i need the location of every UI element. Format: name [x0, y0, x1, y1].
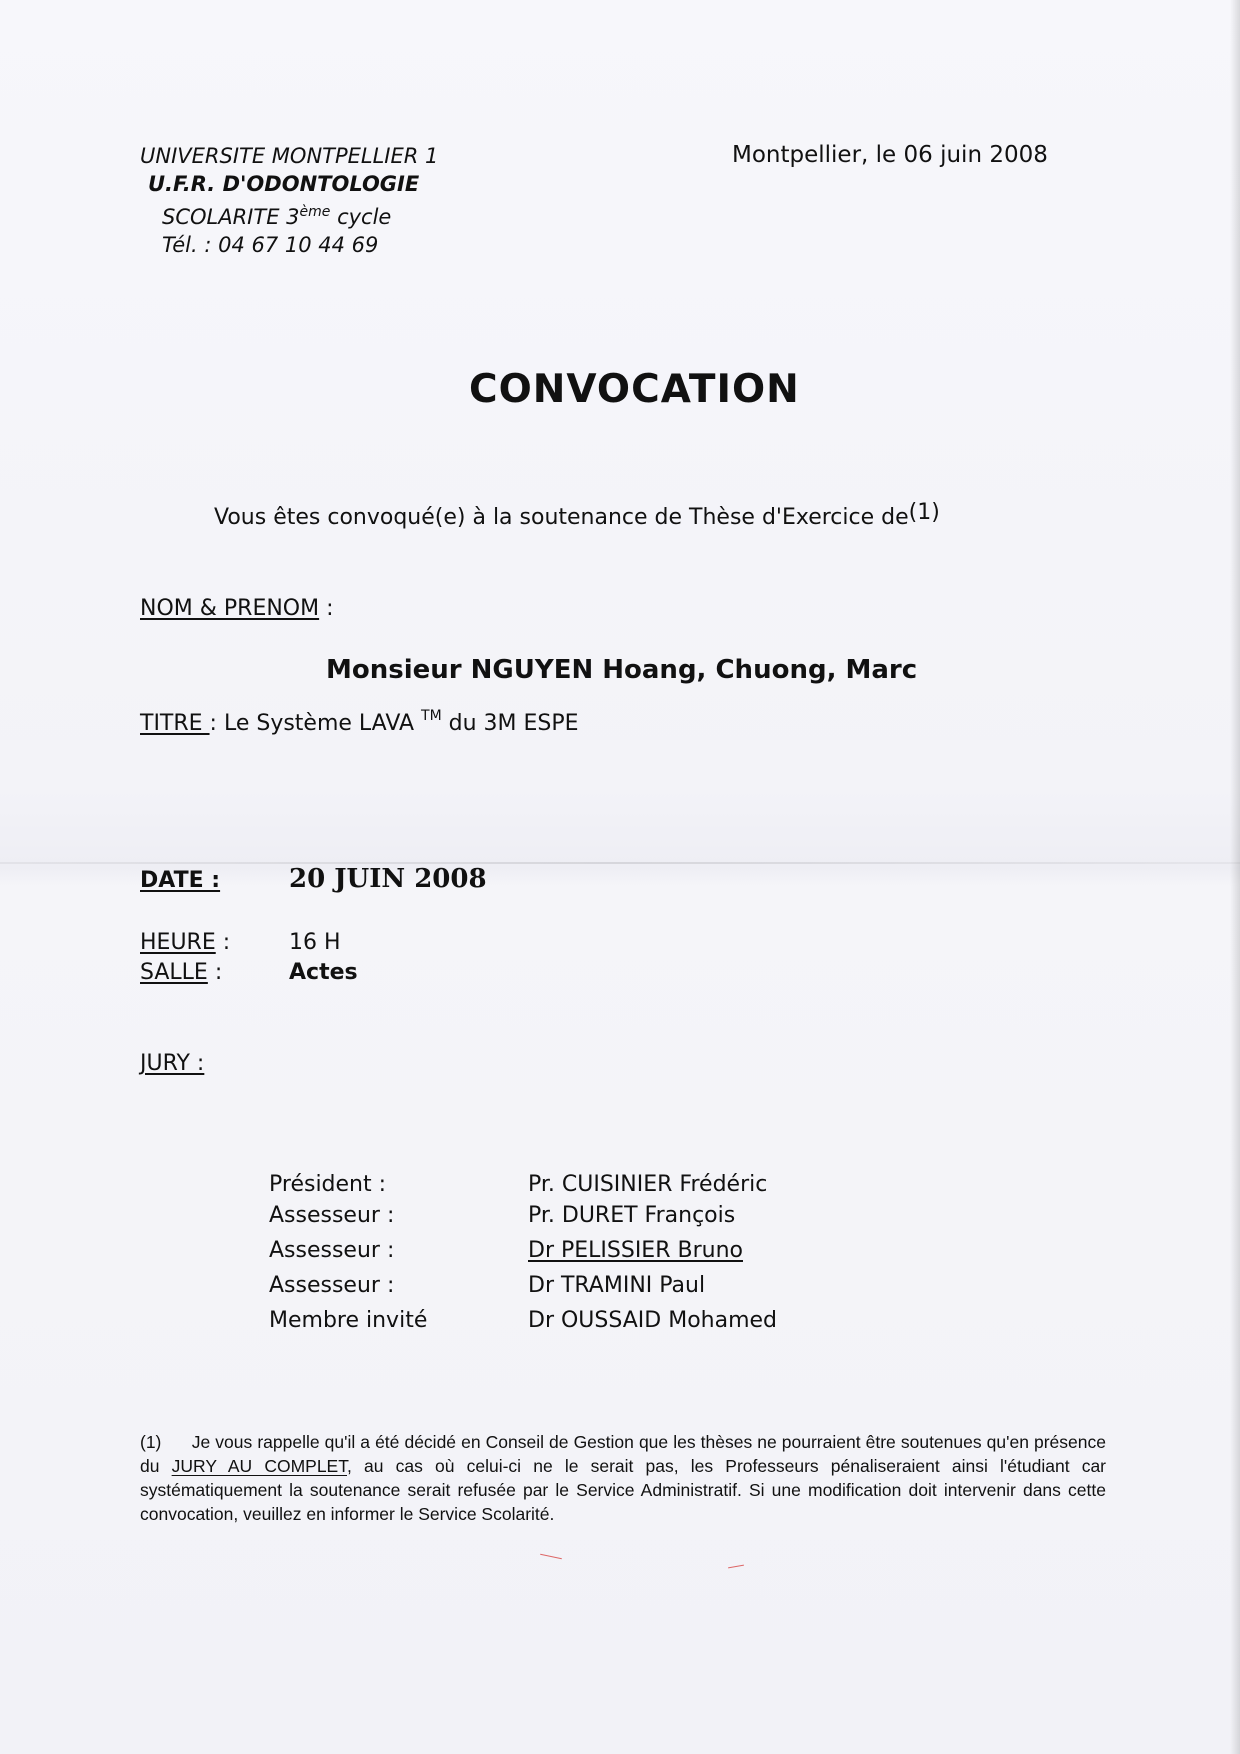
candidate-colon: :: [319, 596, 334, 621]
hour-value: 16 H: [289, 930, 341, 955]
page-title: CONVOCATION: [469, 367, 800, 412]
candidate-name: Monsieur NGUYEN Hoang, Chuong, Marc: [326, 655, 918, 685]
scolarite-line: [140, 198, 438, 231]
paper-fold: [0, 862, 1240, 864]
intro-note-ref: (1): [908, 500, 940, 525]
trademark-sup: TM: [421, 708, 442, 724]
jury-role: Membre invité: [269, 1308, 428, 1333]
jury-role: Assesseur :: [269, 1273, 395, 1298]
pen-mark: [728, 1565, 744, 1569]
hour-colon: :: [215, 930, 231, 955]
thesis-text-before: : Le Système LAVA: [209, 711, 422, 736]
place-date: Montpellier, le 06 juin 2008: [732, 142, 1048, 168]
date-label: DATE :: [140, 868, 221, 893]
pen-mark: [540, 1554, 562, 1560]
scolarite-prefix: SCOLARITE 3: [162, 205, 300, 229]
university-name: UNIVERSITE MONTPELLIER 1: [140, 144, 439, 168]
candidate-label-line: [140, 596, 334, 621]
jury-member-name: Dr OUSSAID Mohamed: [528, 1308, 778, 1333]
phone-line: Tél. : 04 67 10 44 69: [162, 233, 379, 257]
jury-member-name: Dr PELISSIER Bruno: [528, 1238, 743, 1263]
thesis-label: TITRE: [140, 711, 210, 736]
page-edge-shadow: [1230, 0, 1240, 1754]
thesis-line: [140, 708, 579, 736]
hour-label: HEURE: [140, 930, 216, 955]
hour-label-line: [140, 930, 230, 955]
room-label: SALLE: [140, 960, 208, 985]
jury-role: Assesseur :: [269, 1238, 395, 1263]
room-value: Actes: [289, 960, 358, 985]
jury-label: JURY :: [140, 1051, 205, 1076]
room-colon: :: [207, 960, 223, 985]
scolarite-suffix: cycle: [337, 205, 392, 229]
sender-block: [140, 142, 438, 259]
jury-role: Président :: [269, 1172, 387, 1197]
intro-line: [214, 500, 940, 530]
footnote: [140, 1430, 1106, 1526]
intro-text: Vous êtes convoqué(e) à la soutenance de Thèse d'Exercice de: [214, 505, 909, 530]
jury-member-name: Dr TRAMINI Paul: [528, 1273, 706, 1298]
footnote-part1: (1) Je vous rappelle qu'il a été décidé en Conseil de Gestion que les thèses ne pourraient être soutenues qu'en présence du: [140, 1432, 1106, 1476]
candidate-label: NOM & PRENOM: [140, 596, 320, 621]
jury-role: Assesseur :: [269, 1203, 395, 1228]
room-label-line: [140, 960, 222, 985]
footnote-part2: , au cas où celui-ci ne le serait pas, les Professeurs pénaliseraient ainsi l'étudiant car systématiquement la soutenance serait refusée par le Service Administratif. Si une modification doit intervenir dans cette convocation, veuillez en informer le Service Scolarité.: [140, 1456, 1107, 1524]
jury-member-name: Pr. CUISINIER Frédéric: [528, 1172, 768, 1197]
date-value: 20 JUIN 2008: [289, 864, 487, 894]
footnote-underlined: JURY AU COMPLET: [171, 1456, 347, 1476]
scolarite-sup: ème: [299, 204, 331, 220]
ufr-name: U.F.R. D'ODONTOLOGIE: [148, 172, 420, 196]
thesis-text-after: du 3M ESPE: [441, 711, 579, 736]
jury-member-name: Pr. DURET François: [528, 1203, 736, 1228]
